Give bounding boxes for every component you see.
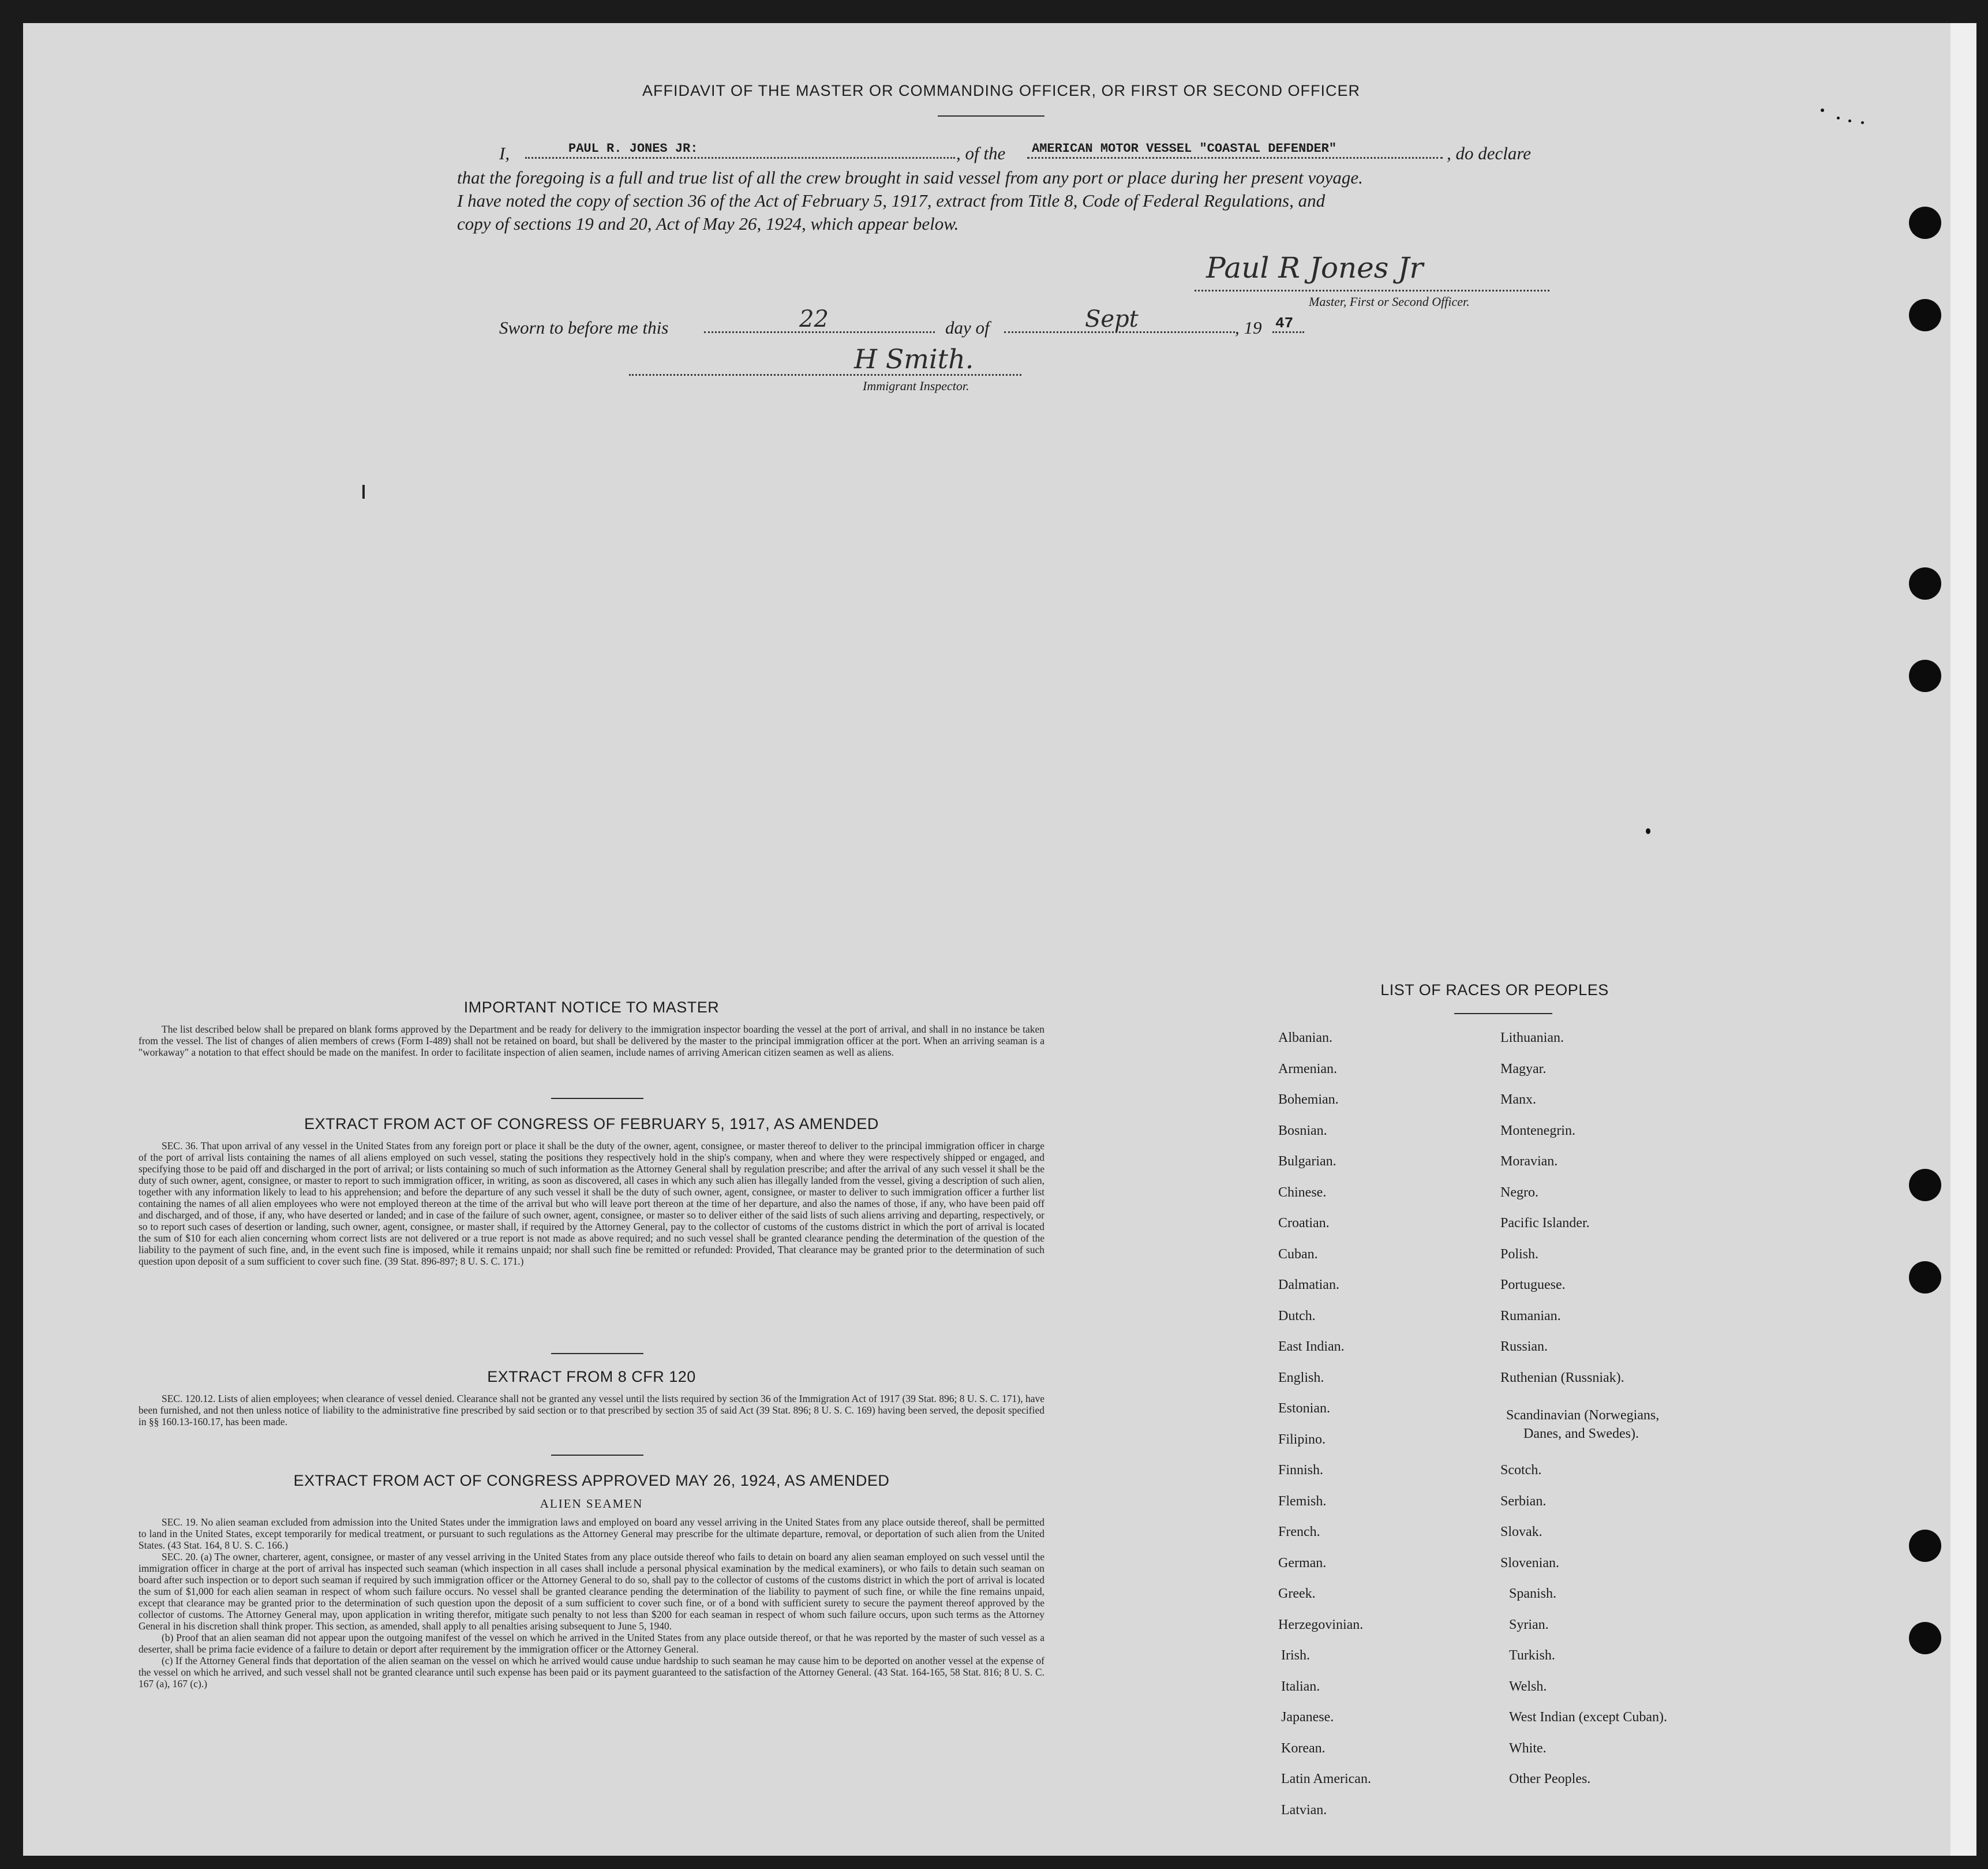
race-item: Spanish.: [1509, 1586, 1557, 1601]
race-item: Italian.: [1281, 1679, 1320, 1694]
race-item: Croatian.: [1278, 1216, 1330, 1231]
binder-hole: [1909, 567, 1941, 600]
speck-mark: [1837, 117, 1840, 119]
notice-paragraph: The list described below shall be prepared on blank forms approved by the Department and be ready for delivery to the immigration inspector boarding the vessel at the port of arrival, and shall in no instance be taken from the vessel. The list of changes of alien members of crews (Form I-489) shall not be retained on board, but shall be delivered by the master to the principal immigration officer at the port. When an arriving seaman is a "workaway" a notation to that effect should be made on the manifest. In order to facilitate inspection of alien seamen, include names of arriving American citizen seamen as well as aliens.: [138, 1023, 1044, 1058]
race-item: Manx.: [1500, 1092, 1536, 1107]
race-item: English.: [1278, 1370, 1324, 1385]
race-item: Magyar.: [1500, 1061, 1547, 1076]
speck-mark: [1861, 121, 1864, 124]
vessel-name: AMERICAN MOTOR VESSEL "COASTAL DEFENDER": [1032, 141, 1337, 156]
extract-cfr-paragraph: SEC. 120.12. Lists of alien employees; when clearance of vessel denied. Clearance shall not be granted any vessel until the lists required by section 36 of the Immigration Act of 1917 (39 Stat. 896; 8 U. S. C. 171), have been furnished, and not then unless notice of liability to the administrative fine prescribed by said section or to that prescribed by section 35 of said Act (39 Stat. 896; 8 U. S. C. 169) having been served, the deposit specified in §§ 160.13-160.17, has been made.: [138, 1393, 1044, 1427]
year-suffix: 47: [1275, 315, 1294, 332]
race-item: Bosnian.: [1278, 1123, 1327, 1138]
race-item: Estonian.: [1278, 1401, 1330, 1416]
binder-hole: [1909, 1530, 1941, 1562]
notice-title: IMPORTANT NOTICE TO MASTER: [463, 999, 720, 1016]
race-item: Ruthenian (Russniak).: [1500, 1370, 1624, 1385]
section-rule: [551, 1353, 643, 1354]
section-20a-paragraph: SEC. 20. (a) The owner, charterer, agent, consignee, or master of any vessel arriving in the United States from any place outside thereof who fails to detain on board any alien seaman employed on such vessel until the immigration officer in charge at the port of arrival has inspected such seaman (which inspection in all cases shall include a personal physical examination by the medical examiners), or who fails to detain such seaman on board after such inspection or to deport such seaman if required by such immigration officer or the Attorney General to do so, shall pay to the collector of customs of the customs district in which the port of arrival is located the sum of $1,000 for each alien seaman in respect of whom such failure occurs. No vessel shall be granted clearance pending the determination of the liability to payment of such fine, or while the fine remains unpaid, except that clearance may be granted prior to the determination of such question upon the deposit of a sum sufficient to cover such fine, or of a bond with sufficient surety to secure the payment thereof approved by the collector of customs. The Attorney General may, upon application in writing therefor, mitigate such penalty to not less than $200 for each seaman in respect of whom such failure occurs, upon such terms as the Attorney General in his discretion shall think proper. This section, as amended, shall apply to all penalties arising subsequent to June 5, 1940.: [138, 1551, 1044, 1632]
signature-caption: Master, First or Second Officer.: [1309, 294, 1470, 309]
speck-mark: [362, 485, 365, 499]
race-item: Syrian.: [1509, 1617, 1549, 1632]
races-column-2: [1500, 1030, 1824, 1827]
race-item: Scotch.: [1500, 1463, 1542, 1478]
extract-1924-subtitle: ALIEN SEAMEN: [540, 1497, 643, 1511]
race-item: German.: [1278, 1555, 1327, 1571]
extract-1924-title: EXTRACT FROM ACT OF CONGRESS APPROVED MAY 26, 1924, AS AMENDED: [293, 1472, 890, 1489]
race-item: Irish.: [1281, 1648, 1310, 1663]
race-item: Armenian.: [1278, 1061, 1337, 1076]
day-of-text: day of: [945, 317, 990, 338]
race-item: Slovak.: [1500, 1524, 1543, 1539]
race-item: Dutch.: [1278, 1308, 1316, 1324]
master-signature: Paul R Jones Jr: [1206, 251, 1424, 285]
races-column-1: [1278, 1030, 1497, 1827]
race-item: Korean.: [1281, 1740, 1326, 1756]
race-item: Montenegrin.: [1500, 1123, 1575, 1138]
race-item: Bohemian.: [1278, 1092, 1339, 1107]
race-item: Turkish.: [1509, 1648, 1555, 1663]
race-item: Moravian.: [1500, 1154, 1558, 1169]
race-item: Rumanian.: [1500, 1308, 1561, 1324]
extract-cfr-text: [138, 1393, 1044, 1427]
document-page: [23, 23, 1950, 1856]
race-item: Lithuanian.: [1500, 1030, 1564, 1045]
declaration-pronoun: I,: [499, 143, 510, 163]
race-item: Latin American.: [1281, 1771, 1371, 1786]
section-rule: [551, 1455, 643, 1456]
race-item: Welsh.: [1509, 1679, 1547, 1694]
race-item: Japanese.: [1281, 1710, 1334, 1725]
title-rule: [938, 115, 1044, 117]
section-20c-paragraph: (c) If the Attorney General finds that deportation of the alien seaman on the vessel on which he arrived would cause undue hardship to such seaman he may cause him to be deported on another vessel at the expense of the vessel on which he arrived, and such vessel shall not be granted clearance until such expense has been paid or its payment guaranteed to the satisfaction of the Attorney General. (43 Stat. 164-165, 58 Stat. 816; 8 U. S. C. 167 (a), 167 (c).): [138, 1655, 1044, 1689]
races-title-rule: [1454, 1013, 1552, 1014]
race-item: Pacific Islander.: [1500, 1216, 1590, 1231]
race-item: Finnish.: [1278, 1463, 1324, 1478]
signature-blank: [1195, 290, 1549, 291]
binder-hole: [1909, 1261, 1941, 1294]
master-name: PAUL R. JONES JR:: [568, 141, 698, 156]
inspector-blank: [629, 374, 1021, 376]
sworn-day: 22: [799, 306, 829, 332]
declaration-line-2: that the foregoing is a full and true list of all the crew brought in said vessel from any port or place during her present voyage.: [457, 167, 1363, 188]
race-item: Russian.: [1500, 1339, 1548, 1354]
extract-cfr-title: EXTRACT FROM 8 CFR 120: [487, 1368, 696, 1385]
binder-hole: [1909, 299, 1941, 331]
race-item: Scandinavian (Norwegians,: [1506, 1408, 1660, 1423]
races-title: LIST OF RACES OR PEOPLES: [1380, 981, 1609, 999]
race-item: Latvian.: [1281, 1802, 1327, 1818]
race-item: White.: [1509, 1740, 1547, 1756]
race-item: Negro.: [1500, 1184, 1538, 1200]
affidavit-title: AFFIDAVIT OF THE MASTER OR COMMANDING OFFICER, OR FIRST OR SECOND OFFICER: [642, 82, 1361, 99]
master-name-blank: [525, 157, 955, 159]
vessel-name-blank: [1027, 157, 1443, 159]
inspector-caption: Immigrant Inspector.: [863, 379, 969, 393]
race-item: Slovenian.: [1500, 1555, 1559, 1571]
race-item: Dalmatian.: [1278, 1277, 1339, 1292]
do-declare-text: , do declare: [1447, 143, 1532, 163]
race-item: Bulgarian.: [1278, 1154, 1336, 1169]
declaration-line-3: I have noted the copy of section 36 of the Act of February 5, 1917, extract from Title 8, Code of Federal Regulations, and: [457, 190, 1326, 211]
race-item: Filipino.: [1278, 1431, 1326, 1447]
notice-text: [138, 1023, 1044, 1058]
year-prefix: , 19: [1235, 317, 1262, 338]
inspector-signature: H Smith.: [854, 343, 974, 375]
race-item: Herzegovinian.: [1278, 1617, 1364, 1632]
race-item: French.: [1278, 1524, 1320, 1539]
race-item: Cuban.: [1278, 1246, 1318, 1262]
binder-hole: [1909, 1622, 1941, 1654]
race-item: Flemish.: [1278, 1493, 1327, 1509]
sworn-month: Sept: [1085, 306, 1139, 332]
extract-1917-text: [138, 1140, 1044, 1267]
section-19-paragraph: SEC. 19. No alien seaman excluded from admission into the United States under the immigration laws and employed on board any vessel arriving in the United States from any place outside thereof, shall be permitted to land in the United States, except temporarily for medical treatment, or pursuant to such regulations as the Attorney General may prescribe for the ultimate departure, removal, or deportation of such alien from the United States. (43 Stat. 164, 8 U. S. C. 166.): [138, 1516, 1044, 1551]
sworn-text: Sworn to before me this: [499, 317, 669, 338]
race-item: Danes, and Swedes).: [1523, 1426, 1639, 1441]
speck-mark: [1646, 828, 1650, 834]
speck-mark: [1821, 109, 1824, 112]
race-item: Chinese.: [1278, 1184, 1327, 1200]
binder-hole: [1909, 1169, 1941, 1201]
race-item: Serbian.: [1500, 1493, 1547, 1509]
race-item: Portuguese.: [1500, 1277, 1566, 1292]
speck-mark: [1848, 119, 1851, 122]
extract-1924-text: [138, 1516, 1044, 1689]
race-item: Polish.: [1500, 1246, 1539, 1262]
section-20b-paragraph: (b) Proof that an alien seaman did not appear upon the outgoing manifest of the vessel on which he arrived in the United States from any place outside thereof, or that he was reported by the master of such vessel as a deserter, shall be prima facie evidence of a failure to detain or deport after requirement by the immigration officer or the Attorney General.: [138, 1632, 1044, 1655]
section-rule: [551, 1098, 643, 1099]
extract-1917-title: EXTRACT FROM ACT OF CONGRESS OF FEBRUARY 5, 1917, AS AMENDED: [304, 1115, 879, 1132]
race-item: West Indian (except Cuban).: [1509, 1710, 1667, 1725]
binder-hole: [1909, 660, 1941, 692]
race-item: Other Peoples.: [1509, 1771, 1591, 1786]
binder-hole: [1909, 207, 1941, 239]
race-item: Greek.: [1278, 1586, 1316, 1601]
of-the-text: , of the: [956, 143, 1006, 163]
race-item: Albanian.: [1278, 1030, 1332, 1045]
declaration-line-4: copy of sections 19 and 20, Act of May 26, 1924, which appear below.: [457, 214, 959, 234]
extract-1917-paragraph: SEC. 36. That upon arrival of any vessel in the United States from any foreign port or place it shall be the duty of the owner, agent, consignee, or master thereof to deliver to the principal immigration officer in charge of the port of arrival lists containing the names of all aliens employed on such vessel, stating the positions they respectively hold in the ship's company, when and where they were respectively shipped or engaged, and specifying those to be paid off and discharged in the port of arrival; or lists containing so much of such information as the Attorney General shall by regulation prescribe; and after the arrival of any such vessel it shall be the duty of such owner, agent, consignee, or master to report to such immigration officer, in writing, as soon as discovered, all cases in which any such alien has illegally landed from the vessel, giving a description of such alien, together with any information likely to lead to his apprehension; and before the departure of any such vessel it shall be the duty of such owner, agent, consignee, or master to deliver to such immigration officer a further list containing the names of all alien employees who were not employed thereon at the time of the arrival but who will leave port thereon at the time of her departure, and also the names of those, if any, who have been paid off and discharged, and of those, if any, who have deserted or landed; and in case of the failure of such owner, agent, consignee, or master so to deliver either of the said lists of such aliens arriving and departing, respectively, or so to report such cases of desertion or landing, such owner, agent, consignee, or master shall, if required by the Attorney General, pay to the collector of customs of the customs district in which the port of arrival is located the sum of $10 for each alien concerning whom correct lists are not delivered or a true report is not made as above required; and no such vessel shall be granted clearance pending the determination of the question of the liability to the payment of such fine, and, in the event such fine is imposed, while it remains unpaid; nor shall such fine be remitted or refunded: Provided, That clearance may be granted prior to the determination of such question upon deposit of a sum sufficient to cover such fine. (39 Stat. 896-897; 8 U. S. C. 171.): [138, 1140, 1044, 1267]
race-item: East Indian.: [1278, 1339, 1345, 1354]
scan-edge: [1950, 23, 1976, 1856]
